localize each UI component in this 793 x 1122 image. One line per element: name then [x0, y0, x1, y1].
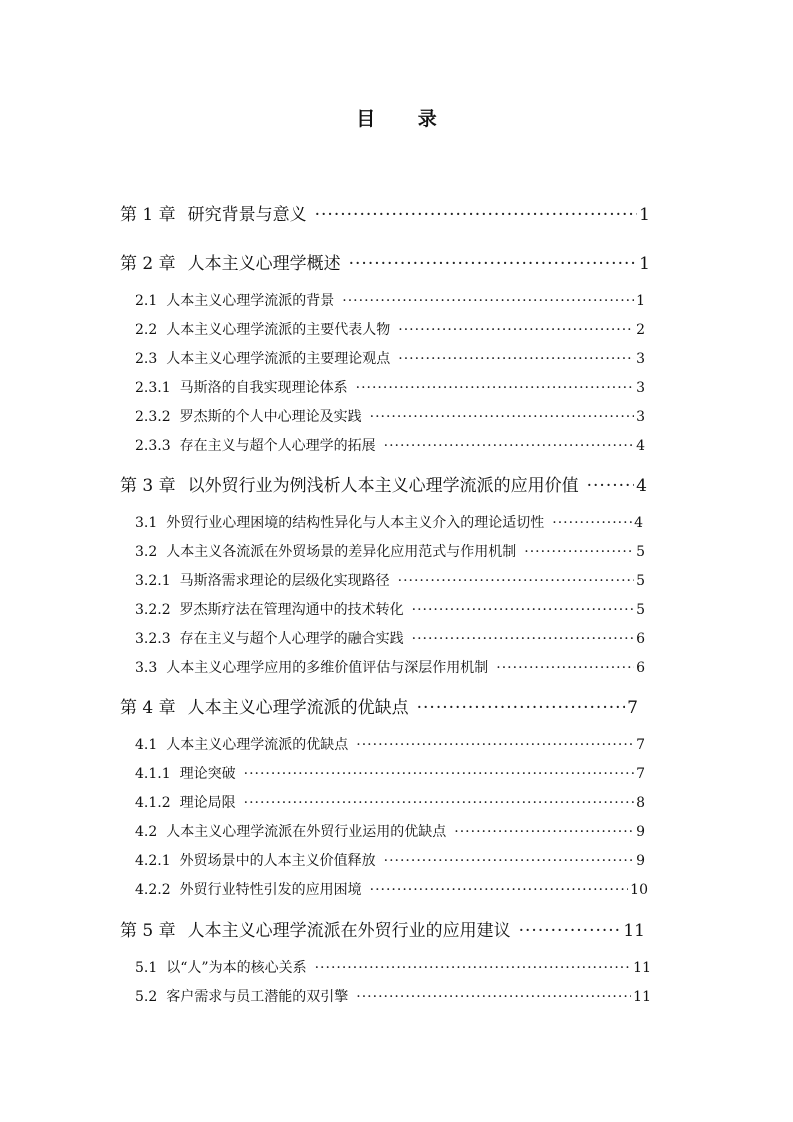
entry-title: 研究背景与意义 [187, 205, 307, 225]
entry-page: 5 [636, 602, 645, 618]
dot-leader [342, 293, 634, 309]
entry-page: 9 [636, 853, 645, 869]
dot-leader [417, 698, 626, 718]
entry-title: 人本主义心理学流派在外贸行业运用的优缺点 [166, 824, 447, 840]
entry-number: 3.3 [135, 660, 158, 676]
entry-page: 3 [636, 351, 645, 367]
entry-number: 3.2 [135, 544, 158, 560]
entry-title: 人本主义心理学流派的背景 [166, 293, 335, 309]
entry-title: 人本主义心理学应用的多维价值评估与深层作用机制 [166, 660, 489, 676]
toc-title: 目 录 [356, 108, 455, 130]
entry-title: 以“人”为本的核心关系 [166, 960, 307, 976]
toc-entry-4-1-2[interactable] [135, 792, 645, 812]
entry-title: 人本主义心理学流派的主要代表人物 [166, 322, 391, 338]
entry-number: 4.1 [135, 737, 158, 753]
dot-leader [552, 515, 632, 531]
entry-title: 马斯洛的自我实现理论体系 [179, 380, 348, 396]
toc-entry-3-1[interactable] [135, 512, 643, 532]
entry-number: 5.1 [135, 960, 158, 976]
entry-page: 6 [636, 631, 645, 647]
dot-leader [356, 737, 634, 753]
entry-page: 6 [636, 660, 645, 676]
entry-page: 5 [636, 544, 645, 560]
entry-number: 3.1 [135, 515, 158, 531]
toc-entry-2-3-1[interactable] [135, 377, 645, 397]
dot-leader [370, 409, 634, 425]
entry-page: 11 [633, 989, 651, 1005]
entry-number: 2.2 [135, 322, 158, 338]
entry-title: 外贸行业心理困境的结构性异化与人本主义介入的理论适切性 [166, 515, 545, 531]
entry-page: 7 [636, 766, 645, 782]
entry-number: 4.1.1 [135, 766, 171, 782]
entry-number: 2.3 [135, 351, 158, 367]
toc-entry-2-1[interactable] [135, 290, 645, 310]
entry-number: 2.3.1 [135, 380, 171, 396]
toc-entry-3-2-3[interactable] [135, 628, 645, 648]
toc-entry-chapter-3[interactable] [120, 471, 647, 496]
toc-entry-3-2-2[interactable] [135, 599, 645, 619]
entry-title: 人本主义心理学流派的主要理论观点 [166, 351, 391, 367]
toc-entry-chapter-1[interactable] [120, 200, 650, 225]
dot-leader [398, 351, 634, 367]
entry-page: 4 [634, 515, 643, 531]
dot-leader [398, 573, 634, 589]
entry-title: 人本主义心理学流派的优缺点 [187, 698, 409, 718]
entry-page: 1 [636, 293, 645, 309]
toc-entry-5-2[interactable] [135, 986, 651, 1006]
entry-page: 10 [630, 882, 648, 898]
entry-number: 4.1.2 [135, 795, 171, 811]
entry-number: 2.3.2 [135, 409, 171, 425]
entry-number: 2.3.3 [135, 438, 171, 454]
toc-entry-3-3[interactable] [135, 657, 645, 677]
toc-entry-5-1[interactable] [135, 957, 651, 977]
entry-number: 4.2.2 [135, 882, 171, 898]
entry-page: 9 [636, 824, 645, 840]
toc-entry-4-1-1[interactable] [135, 763, 645, 783]
entry-title: 外贸行业特性引发的应用困境 [179, 882, 362, 898]
dot-leader [244, 795, 634, 811]
toc-entry-chapter-2[interactable] [120, 249, 650, 274]
dot-leader [524, 544, 634, 560]
entry-title: 存在主义与超个人心理学的拓展 [179, 438, 376, 454]
toc-entry-2-3[interactable] [135, 348, 645, 368]
toc-entry-4-1[interactable] [135, 734, 645, 754]
entry-title: 存在主义与超个人心理学的融合实践 [179, 631, 404, 647]
dot-leader [384, 853, 634, 869]
dot-leader [356, 989, 631, 1005]
toc-entry-4-2-2[interactable] [135, 879, 648, 899]
dot-leader [356, 380, 634, 396]
entry-page: 8 [636, 795, 645, 811]
entry-title: 人本主义心理学概述 [187, 254, 341, 274]
toc-entry-chapter-5[interactable] [120, 916, 645, 941]
toc-entry-2-2[interactable] [135, 319, 645, 339]
entry-title: 理论局限 [179, 795, 236, 811]
entry-title: 马斯洛需求理论的层级化实现路径 [179, 573, 390, 589]
dot-leader [398, 322, 634, 338]
entry-number: 4.2.1 [135, 853, 171, 869]
entry-page: 7 [636, 737, 645, 753]
dot-leader [315, 960, 632, 976]
entry-title: 客户需求与员工潜能的双引擎 [166, 989, 349, 1005]
dot-leader [315, 205, 638, 225]
entry-page: 11 [623, 921, 645, 941]
toc-entry-chapter-4[interactable] [120, 693, 638, 718]
entry-title: 罗杰斯的个人中心理论及实践 [179, 409, 362, 425]
entry-page: 4 [636, 438, 645, 454]
dot-leader [587, 476, 635, 496]
entry-page: 5 [636, 573, 645, 589]
entry-title: 罗杰斯疗法在管理沟通中的技术转化 [179, 602, 404, 618]
toc-entry-3-2[interactable] [135, 541, 645, 561]
entry-page: 4 [636, 476, 647, 496]
dot-leader [244, 766, 634, 782]
entry-page: 11 [633, 960, 651, 976]
entry-page: 3 [636, 380, 645, 396]
entry-number: 第 4 章 [120, 698, 176, 718]
entry-title: 以外贸行业为例浅析人本主义心理学流派的应用价值 [187, 476, 579, 496]
toc-entry-2-3-2[interactable] [135, 406, 645, 426]
toc-entry-2-3-3[interactable] [135, 435, 645, 455]
dot-leader [384, 438, 634, 454]
entry-number: 3.2.3 [135, 631, 171, 647]
dot-leader [349, 254, 638, 274]
entry-title: 人本主义各流派在外贸场景的差异化应用范式与作用机制 [166, 544, 517, 560]
dot-leader [412, 631, 634, 647]
entry-number: 3.2.1 [135, 573, 171, 589]
entry-number: 2.1 [135, 293, 158, 309]
dot-leader [519, 921, 622, 941]
entry-page: 1 [639, 205, 650, 225]
entry-page: 7 [627, 698, 638, 718]
dot-leader [370, 882, 629, 898]
entry-number: 第 5 章 [120, 921, 176, 941]
dot-leader [412, 602, 634, 618]
toc-entry-4-2-1[interactable] [135, 850, 645, 870]
entry-number: 3.2.2 [135, 602, 171, 618]
entry-title: 外贸场景中的人本主义价值释放 [179, 853, 376, 869]
entry-number: 5.2 [135, 989, 158, 1005]
dot-leader [496, 660, 634, 676]
entry-page: 2 [636, 322, 645, 338]
entry-page: 3 [636, 409, 645, 425]
toc-entry-4-2[interactable] [135, 821, 645, 841]
entry-title: 人本主义心理学流派在外贸行业的应用建议 [187, 921, 511, 941]
entry-title: 人本主义心理学流派的优缺点 [166, 737, 349, 753]
entry-number: 第 1 章 [120, 205, 176, 225]
entry-number: 第 3 章 [120, 476, 176, 496]
toc-entry-3-2-1[interactable] [135, 570, 645, 590]
entry-number: 第 2 章 [120, 254, 176, 274]
entry-number: 4.2 [135, 824, 158, 840]
dot-leader [454, 824, 634, 840]
entry-page: 1 [639, 254, 650, 274]
entry-title: 理论突破 [179, 766, 236, 782]
